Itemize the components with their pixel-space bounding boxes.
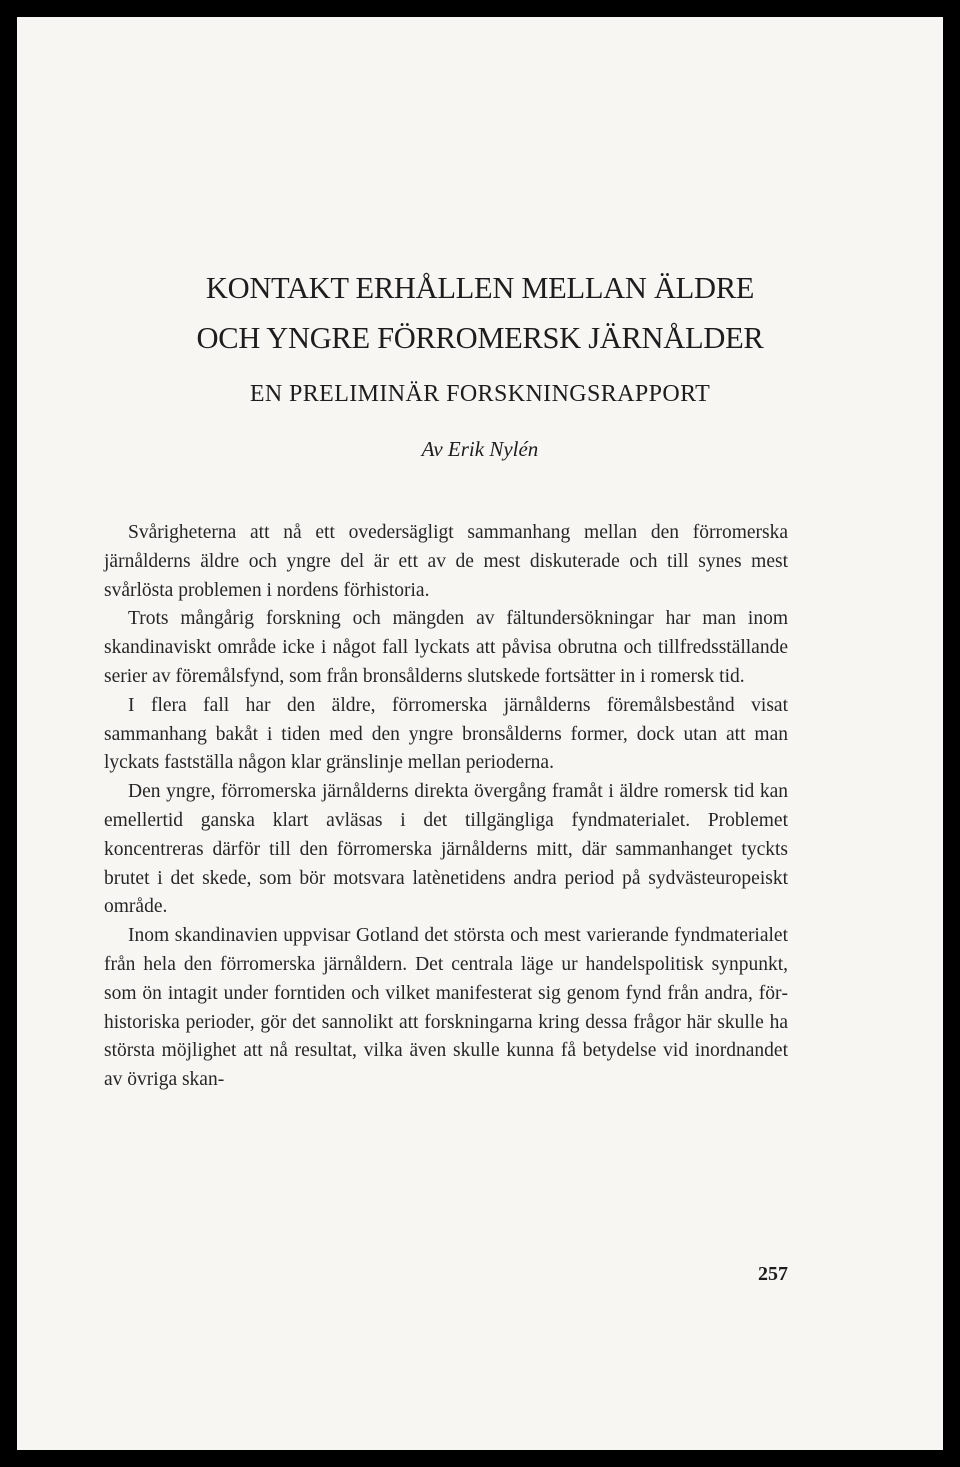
article-body <box>104 519 788 1095</box>
body-paragraph: Den yngre, förromerska järnålderns direkta övergång framåt i äldre romersk tid kan emellertid ganska klart avläsas i det tillgängliga fyndmaterialet. Problemet koncentreras därför till den förromerska järnålderns mitt, där sammanhanget tyckts brutet i det skede, som bör motsvara latènetidens andra period på sydvästeuropeiskt område. <box>104 781 788 918</box>
article-subtitle: EN PRELIMINÄR FORSKNINGSRAPPORT <box>249 381 711 407</box>
body-paragraph: I flera fall har den äldre, förromerska järnålderns föremålsbestånd visat sammanhang bakåt i tiden med den yngre bronsålderns former, dock utan att man lyckats fastställa någon klar gränslinje mellan perioderna. <box>104 694 788 774</box>
body-paragraph: Trots mångårig forskning och mängden av fältundersökningar har man inom skandinaviskt område icke i något fall lyckats att påvisa obrutna och tillfredsställande serier av föremålsfynd, som från bronsålderns slutskede fortsätter in i romersk tid. <box>104 608 788 687</box>
article-author: Av Erik Nylén <box>421 437 539 461</box>
book-page <box>17 17 943 1450</box>
page-number: 257 <box>758 1263 788 1285</box>
article-title-line-2: OCH YNGRE FÖRROMERSK JÄRNÅLDER <box>196 321 764 355</box>
body-paragraph: Inom skandinavien uppvisar Gotland det största och mest varierande fyndmaterialet från hela den förromerska järnåldern. Det centrala läge ur handelspolitisk synpunkt, som ön intagit under forntiden och vilket manifesterat sig genom fynd från andra, förhistoriska perioder, gör det sannolikt att forskningarna kring dessa frågor här skulle ha största möjlighet att nå resultat, vilka även skulle kunna få betydelse vid inordnandet av övriga skan- <box>104 925 788 1091</box>
body-paragraph: Svårigheterna att nå ett ovedersägligt sammanhang mellan den förromerska järnålderns äldre och yngre del är ett av de mest diskuterade och till synes mest svårlösta problemen i nordens förhistoria. <box>104 522 788 601</box>
article-title-line-1: KONTAKT ERHÅLLEN MELLAN ÄLDRE <box>205 271 755 305</box>
